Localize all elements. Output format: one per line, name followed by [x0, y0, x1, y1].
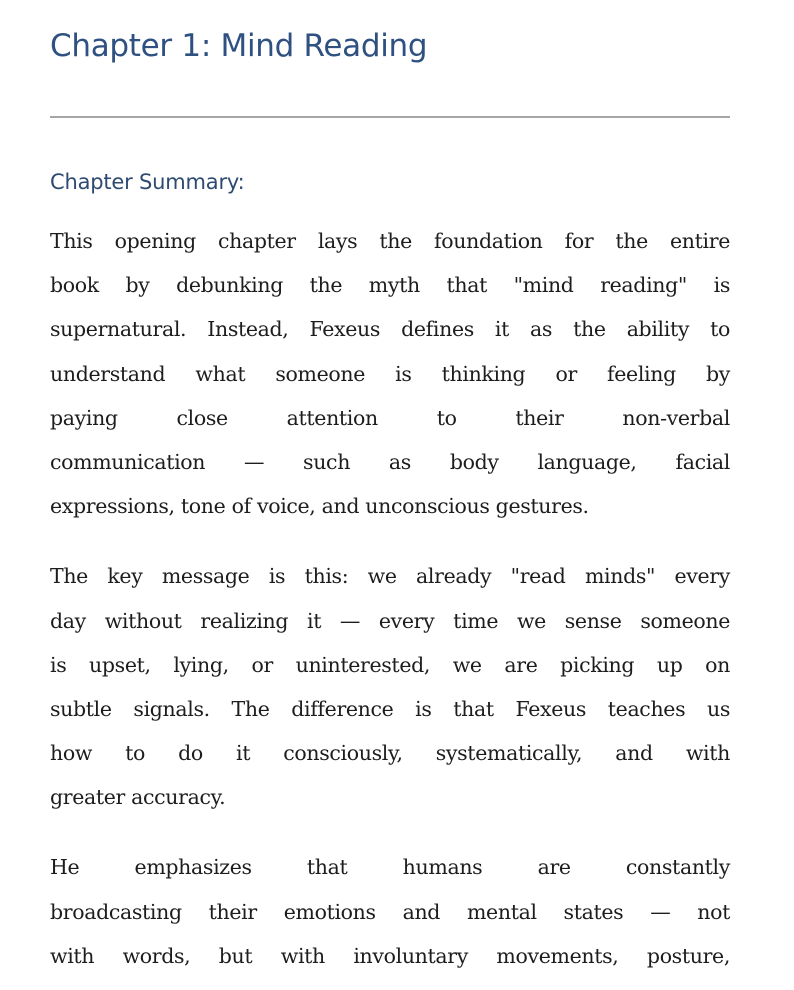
text-line: greater accuracy. — [50, 785, 226, 810]
text-line: how to do it consciously, systematically, and with — [50, 741, 730, 766]
text-line: broadcasting their emotions and mental states — not — [50, 899, 730, 924]
text-line: book by debunking the myth that "mind reading" is — [50, 273, 730, 298]
text-line: communication — such as body language, facial — [50, 449, 730, 474]
text-line: understand what someone is thinking or feeling by — [50, 361, 730, 386]
text-line: day without realizing it — every time we sense someone — [50, 608, 730, 633]
title-divider — [50, 116, 730, 118]
summary-heading: Chapter Summary: — [50, 170, 245, 194]
text-line: is upset, lying, or uninterested, we are picking up on — [50, 652, 730, 677]
text-line: supernatural. Instead, Fexeus defines it as the ability to — [50, 317, 730, 342]
text-line: He emphasizes that humans are constantly — [50, 855, 730, 880]
text-line: paying close attention to their non-verbal — [50, 405, 730, 430]
chapter-title: Chapter 1: Mind Reading — [50, 28, 428, 64]
text-line: This opening chapter lays the foundation for the entire — [50, 229, 730, 253]
summary-paragraph-1 — [50, 219, 730, 528]
summary-paragraph-2 — [50, 554, 730, 819]
summary-paragraph-3 — [50, 845, 730, 978]
text-line: The key message is this: we already "read minds" every — [50, 564, 730, 589]
summary-body — [50, 219, 730, 990]
text-line: with words, but with involuntary movements, posture, — [50, 943, 730, 968]
text-line: expressions, tone of voice, and unconscious gestures. — [50, 494, 589, 519]
text-line: subtle signals. The difference is that Fexeus teaches us — [50, 696, 730, 721]
